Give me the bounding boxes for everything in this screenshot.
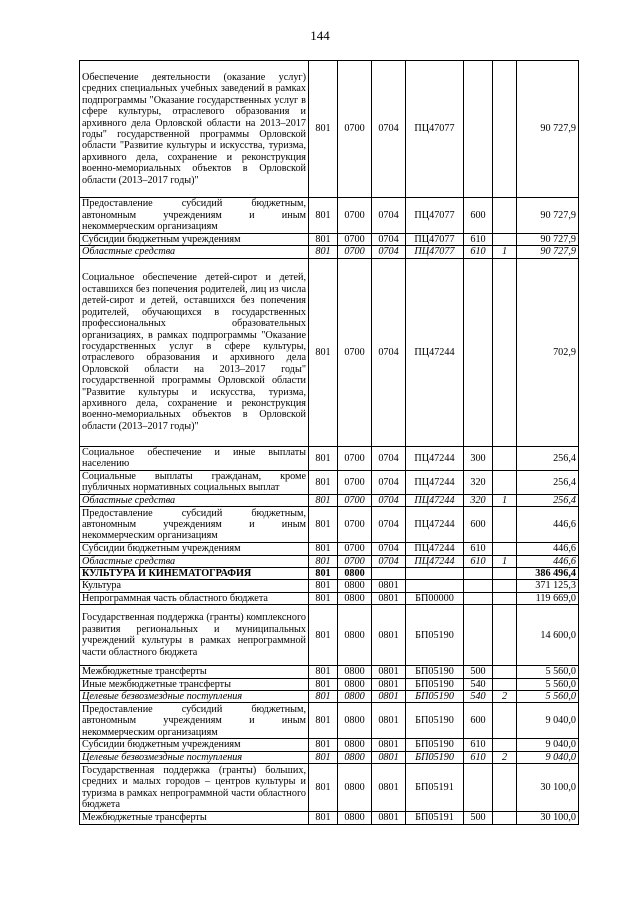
row-name-cell: Обеспечение деятельности (оказание услуг) средних специальных учебных заведений в рамках подпрограммы "Оказание государственных услуг в сфере культуры, отраслевого образования и архивного дела Орловской области на 2013–2017 годы" государственной программы Орловской области "Развитие культуры и искусства, туризма, архивного дела, сохранение и реконструкция военно-мемориальных объектов в Орловской области (2013–2017 годы)" — [80, 61, 309, 198]
row-subsection-cell: 0801 — [372, 592, 406, 604]
row-subsection-cell: 0704 — [372, 61, 406, 198]
row-section-cell: 0700 — [338, 470, 372, 494]
row-target-article-cell: ПЦ47244 — [406, 543, 464, 555]
row-source-cell — [493, 739, 517, 751]
row-amount-cell: 256,4 — [517, 494, 579, 506]
row-subsection-cell — [372, 568, 406, 580]
row-section-cell: 0800 — [338, 764, 372, 812]
row-source-cell — [493, 61, 517, 198]
row-section-cell: 0800 — [338, 691, 372, 703]
row-name-cell: Областные средства — [80, 246, 309, 258]
row-grbs-cell: 801 — [309, 543, 338, 555]
budget-table — [79, 60, 579, 825]
row-expense-type-cell — [464, 605, 493, 666]
row-section-cell: 0700 — [338, 246, 372, 258]
row-amount-cell: 256,4 — [517, 470, 579, 494]
row-expense-type-cell: 610 — [464, 543, 493, 555]
row-grbs-cell: 801 — [309, 470, 338, 494]
row-expense-type-cell: 540 — [464, 678, 493, 690]
row-name-cell: Социальные выплаты гражданам, кроме публичных нормативных социальных выплат — [80, 470, 309, 494]
row-expense-type-cell: 600 — [464, 703, 493, 739]
row-amount-cell: 9 040,0 — [517, 751, 579, 763]
table-row — [80, 605, 579, 666]
row-grbs-cell: 801 — [309, 446, 338, 470]
row-target-article-cell: ПЦ47244 — [406, 507, 464, 543]
row-target-article-cell: БП05190 — [406, 605, 464, 666]
row-expense-type-cell: 610 — [464, 751, 493, 763]
row-source-cell — [493, 605, 517, 666]
table-row — [80, 592, 579, 604]
row-subsection-cell: 0801 — [372, 751, 406, 763]
row-section-cell: 0800 — [338, 678, 372, 690]
row-subsection-cell: 0704 — [372, 507, 406, 543]
row-source-cell — [493, 678, 517, 690]
table-row — [80, 446, 579, 470]
row-amount-cell: 371 125,3 — [517, 580, 579, 592]
row-name-cell: Субсидии бюджетным учреждениям — [80, 739, 309, 751]
row-section-cell: 0800 — [338, 592, 372, 604]
row-target-article-cell: БП05191 — [406, 812, 464, 824]
row-grbs-cell: 801 — [309, 751, 338, 763]
row-amount-cell: 446,6 — [517, 543, 579, 555]
table-row — [80, 703, 579, 739]
row-source-cell: 2 — [493, 751, 517, 763]
row-target-article-cell: ПЦ47244 — [406, 258, 464, 446]
row-subsection-cell: 0801 — [372, 764, 406, 812]
row-section-cell: 0800 — [338, 605, 372, 666]
table-row — [80, 568, 579, 580]
row-source-cell — [493, 470, 517, 494]
table-row — [80, 691, 579, 703]
row-amount-cell: 446,6 — [517, 507, 579, 543]
row-source-cell — [493, 764, 517, 812]
row-expense-type-cell: 300 — [464, 446, 493, 470]
row-expense-type-cell — [464, 764, 493, 812]
row-expense-type-cell: 500 — [464, 812, 493, 824]
row-grbs-cell: 801 — [309, 605, 338, 666]
table-row — [80, 470, 579, 494]
row-section-cell: 0800 — [338, 739, 372, 751]
table-row — [80, 246, 579, 258]
row-subsection-cell: 0704 — [372, 555, 406, 567]
row-name-cell: Государственная поддержка (гранты) больших, средних и малых городов – центров культуры и туризма в рамках непрограммной части областного бюджета — [80, 764, 309, 812]
row-target-article-cell: ПЦ47244 — [406, 470, 464, 494]
row-target-article-cell: ПЦ47077 — [406, 61, 464, 198]
row-amount-cell: 119 669,0 — [517, 592, 579, 604]
row-section-cell: 0700 — [338, 543, 372, 555]
row-grbs-cell: 801 — [309, 198, 338, 234]
row-subsection-cell: 0704 — [372, 543, 406, 555]
row-source-cell: 1 — [493, 494, 517, 506]
row-subsection-cell: 0704 — [372, 198, 406, 234]
row-source-cell: 1 — [493, 246, 517, 258]
row-name-cell: КУЛЬТУРА И КИНЕМАТОГРАФИЯ — [80, 568, 309, 580]
table-row — [80, 494, 579, 506]
row-amount-cell: 446,6 — [517, 555, 579, 567]
row-target-article-cell: ПЦ47077 — [406, 198, 464, 234]
budget-table-body — [80, 61, 579, 825]
row-amount-cell: 30 100,0 — [517, 812, 579, 824]
row-section-cell: 0700 — [338, 234, 372, 246]
row-grbs-cell: 801 — [309, 812, 338, 824]
row-grbs-cell: 801 — [309, 507, 338, 543]
table-row — [80, 580, 579, 592]
row-subsection-cell: 0801 — [372, 812, 406, 824]
row-amount-cell: 9 040,0 — [517, 739, 579, 751]
row-name-cell: Субсидии бюджетным учреждениям — [80, 234, 309, 246]
row-target-article-cell: БП05190 — [406, 739, 464, 751]
row-name-cell: Областные средства — [80, 555, 309, 567]
row-subsection-cell: 0801 — [372, 678, 406, 690]
row-grbs-cell: 801 — [309, 764, 338, 812]
row-expense-type-cell: 600 — [464, 507, 493, 543]
row-name-cell: Субсидии бюджетным учреждениям — [80, 543, 309, 555]
row-amount-cell: 90 727,9 — [517, 198, 579, 234]
row-amount-cell: 702,9 — [517, 258, 579, 446]
row-expense-type-cell: 610 — [464, 246, 493, 258]
row-name-cell: Предоставление субсидий бюджетным, автономным учреждениям и иным некоммерческим организациям — [80, 198, 309, 234]
row-subsection-cell: 0704 — [372, 446, 406, 470]
row-source-cell — [493, 507, 517, 543]
row-amount-cell: 90 727,9 — [517, 234, 579, 246]
row-section-cell: 0700 — [338, 198, 372, 234]
row-expense-type-cell: 610 — [464, 555, 493, 567]
table-row — [80, 751, 579, 763]
row-source-cell — [493, 580, 517, 592]
row-amount-cell: 30 100,0 — [517, 764, 579, 812]
row-expense-type-cell: 500 — [464, 666, 493, 678]
table-row — [80, 543, 579, 555]
row-source-cell — [493, 543, 517, 555]
row-target-article-cell: БП05190 — [406, 678, 464, 690]
row-subsection-cell: 0704 — [372, 234, 406, 246]
row-target-article-cell — [406, 568, 464, 580]
row-section-cell: 0700 — [338, 555, 372, 567]
row-name-cell: Социальное обеспечение детей-сирот и детей, оставшихся без попечения родителей, лиц из числа детей-сирот и детей, оставшихся без попечения родителей, обучающихся в государственных профессиональных образовательных организациях, в рамках подпрограммы "Оказание государственных услуг в сфере культуры, отраслевого образования и архивного дела Орловской области на 2013–2017 годы" государственной программы Орловской области "Развитие культуры и искусства, туризма, архивного дела, сохранение и реконструкция военно-мемориальных объектов в Орловской области (2013–2017 годы)" — [80, 258, 309, 446]
row-grbs-cell: 801 — [309, 592, 338, 604]
row-grbs-cell: 801 — [309, 691, 338, 703]
row-source-cell — [493, 812, 517, 824]
row-name-cell: Иные межбюджетные трансферты — [80, 678, 309, 690]
row-section-cell: 0700 — [338, 494, 372, 506]
row-name-cell: Целевые безвозмездные поступления — [80, 691, 309, 703]
page-number: 144 — [310, 28, 330, 43]
row-expense-type-cell: 610 — [464, 739, 493, 751]
row-name-cell: Государственная поддержка (гранты) комплексного развития региональных и муниципальных учреждений культуры в рамках непрограммной части областного бюджета — [80, 605, 309, 666]
row-subsection-cell: 0801 — [372, 739, 406, 751]
table-row — [80, 739, 579, 751]
row-source-cell — [493, 703, 517, 739]
table-row — [80, 198, 579, 234]
row-grbs-cell: 801 — [309, 580, 338, 592]
row-name-cell: Предоставление субсидий бюджетным, автономным учреждениям и иным некоммерческим организациям — [80, 507, 309, 543]
row-target-article-cell: ПЦ47244 — [406, 446, 464, 470]
row-expense-type-cell — [464, 568, 493, 580]
row-expense-type-cell: 610 — [464, 234, 493, 246]
row-target-article-cell: ПЦ47244 — [406, 555, 464, 567]
row-amount-cell: 14 600,0 — [517, 605, 579, 666]
row-target-article-cell: ПЦ47244 — [406, 494, 464, 506]
row-section-cell: 0800 — [338, 666, 372, 678]
row-section-cell: 0700 — [338, 61, 372, 198]
row-grbs-cell: 801 — [309, 666, 338, 678]
row-name-cell: Целевые безвозмездные поступления — [80, 751, 309, 763]
row-amount-cell: 5 560,0 — [517, 666, 579, 678]
row-section-cell: 0800 — [338, 812, 372, 824]
row-subsection-cell: 0801 — [372, 580, 406, 592]
row-target-article-cell: БП00000 — [406, 592, 464, 604]
row-target-article-cell: ПЦ47077 — [406, 246, 464, 258]
row-target-article-cell: ПЦ47077 — [406, 234, 464, 246]
row-section-cell: 0800 — [338, 703, 372, 739]
table-row — [80, 764, 579, 812]
table-row — [80, 234, 579, 246]
row-amount-cell: 386 496,4 — [517, 568, 579, 580]
row-expense-type-cell — [464, 61, 493, 198]
table-row — [80, 258, 579, 446]
row-grbs-cell: 801 — [309, 494, 338, 506]
table-row — [80, 61, 579, 198]
row-name-cell: Непрограммная часть областного бюджета — [80, 592, 309, 604]
row-source-cell — [493, 568, 517, 580]
row-grbs-cell: 801 — [309, 703, 338, 739]
row-amount-cell: 90 727,9 — [517, 246, 579, 258]
table-row — [80, 812, 579, 824]
row-name-cell: Областные средства — [80, 494, 309, 506]
row-subsection-cell: 0704 — [372, 246, 406, 258]
row-grbs-cell: 801 — [309, 246, 338, 258]
row-source-cell — [493, 446, 517, 470]
row-target-article-cell: БП05190 — [406, 666, 464, 678]
row-grbs-cell: 801 — [309, 234, 338, 246]
row-expense-type-cell — [464, 258, 493, 446]
row-name-cell: Предоставление субсидий бюджетным, автономным учреждениям и иным некоммерческим организациям — [80, 703, 309, 739]
row-expense-type-cell: 540 — [464, 691, 493, 703]
row-amount-cell: 90 727,9 — [517, 61, 579, 198]
row-section-cell: 0700 — [338, 446, 372, 470]
table-row — [80, 555, 579, 567]
row-subsection-cell: 0801 — [372, 605, 406, 666]
row-amount-cell: 256,4 — [517, 446, 579, 470]
row-source-cell — [493, 592, 517, 604]
row-grbs-cell: 801 — [309, 678, 338, 690]
row-name-cell: Культура — [80, 580, 309, 592]
row-section-cell: 0800 — [338, 751, 372, 763]
row-grbs-cell: 801 — [309, 61, 338, 198]
row-section-cell: 0700 — [338, 258, 372, 446]
row-section-cell: 0800 — [338, 580, 372, 592]
row-subsection-cell: 0704 — [372, 258, 406, 446]
row-grbs-cell: 801 — [309, 258, 338, 446]
row-target-article-cell: БП05190 — [406, 691, 464, 703]
row-amount-cell: 5 560,0 — [517, 678, 579, 690]
table-row — [80, 507, 579, 543]
row-source-cell: 1 — [493, 555, 517, 567]
row-amount-cell: 9 040,0 — [517, 703, 579, 739]
row-expense-type-cell: 600 — [464, 198, 493, 234]
row-amount-cell: 5 560,0 — [517, 691, 579, 703]
row-expense-type-cell: 320 — [464, 494, 493, 506]
row-expense-type-cell: 320 — [464, 470, 493, 494]
row-target-article-cell — [406, 580, 464, 592]
row-expense-type-cell — [464, 592, 493, 604]
row-source-cell: 2 — [493, 691, 517, 703]
table-row — [80, 678, 579, 690]
row-subsection-cell: 0801 — [372, 703, 406, 739]
row-subsection-cell: 0704 — [372, 494, 406, 506]
table-row — [80, 666, 579, 678]
row-source-cell — [493, 258, 517, 446]
row-subsection-cell: 0704 — [372, 470, 406, 494]
row-section-cell: 0700 — [338, 507, 372, 543]
row-source-cell — [493, 666, 517, 678]
row-target-article-cell: БП05191 — [406, 764, 464, 812]
row-name-cell: Межбюджетные трансферты — [80, 666, 309, 678]
row-section-cell: 0800 — [338, 568, 372, 580]
row-name-cell: Социальное обеспечение и иные выплаты населению — [80, 446, 309, 470]
row-subsection-cell: 0801 — [372, 691, 406, 703]
row-source-cell — [493, 198, 517, 234]
row-target-article-cell: БП05190 — [406, 751, 464, 763]
row-source-cell — [493, 234, 517, 246]
row-name-cell: Межбюджетные трансферты — [80, 812, 309, 824]
row-target-article-cell: БП05190 — [406, 703, 464, 739]
row-grbs-cell: 801 — [309, 739, 338, 751]
row-subsection-cell: 0801 — [372, 666, 406, 678]
row-grbs-cell: 801 — [309, 555, 338, 567]
row-grbs-cell: 801 — [309, 568, 338, 580]
row-expense-type-cell — [464, 580, 493, 592]
